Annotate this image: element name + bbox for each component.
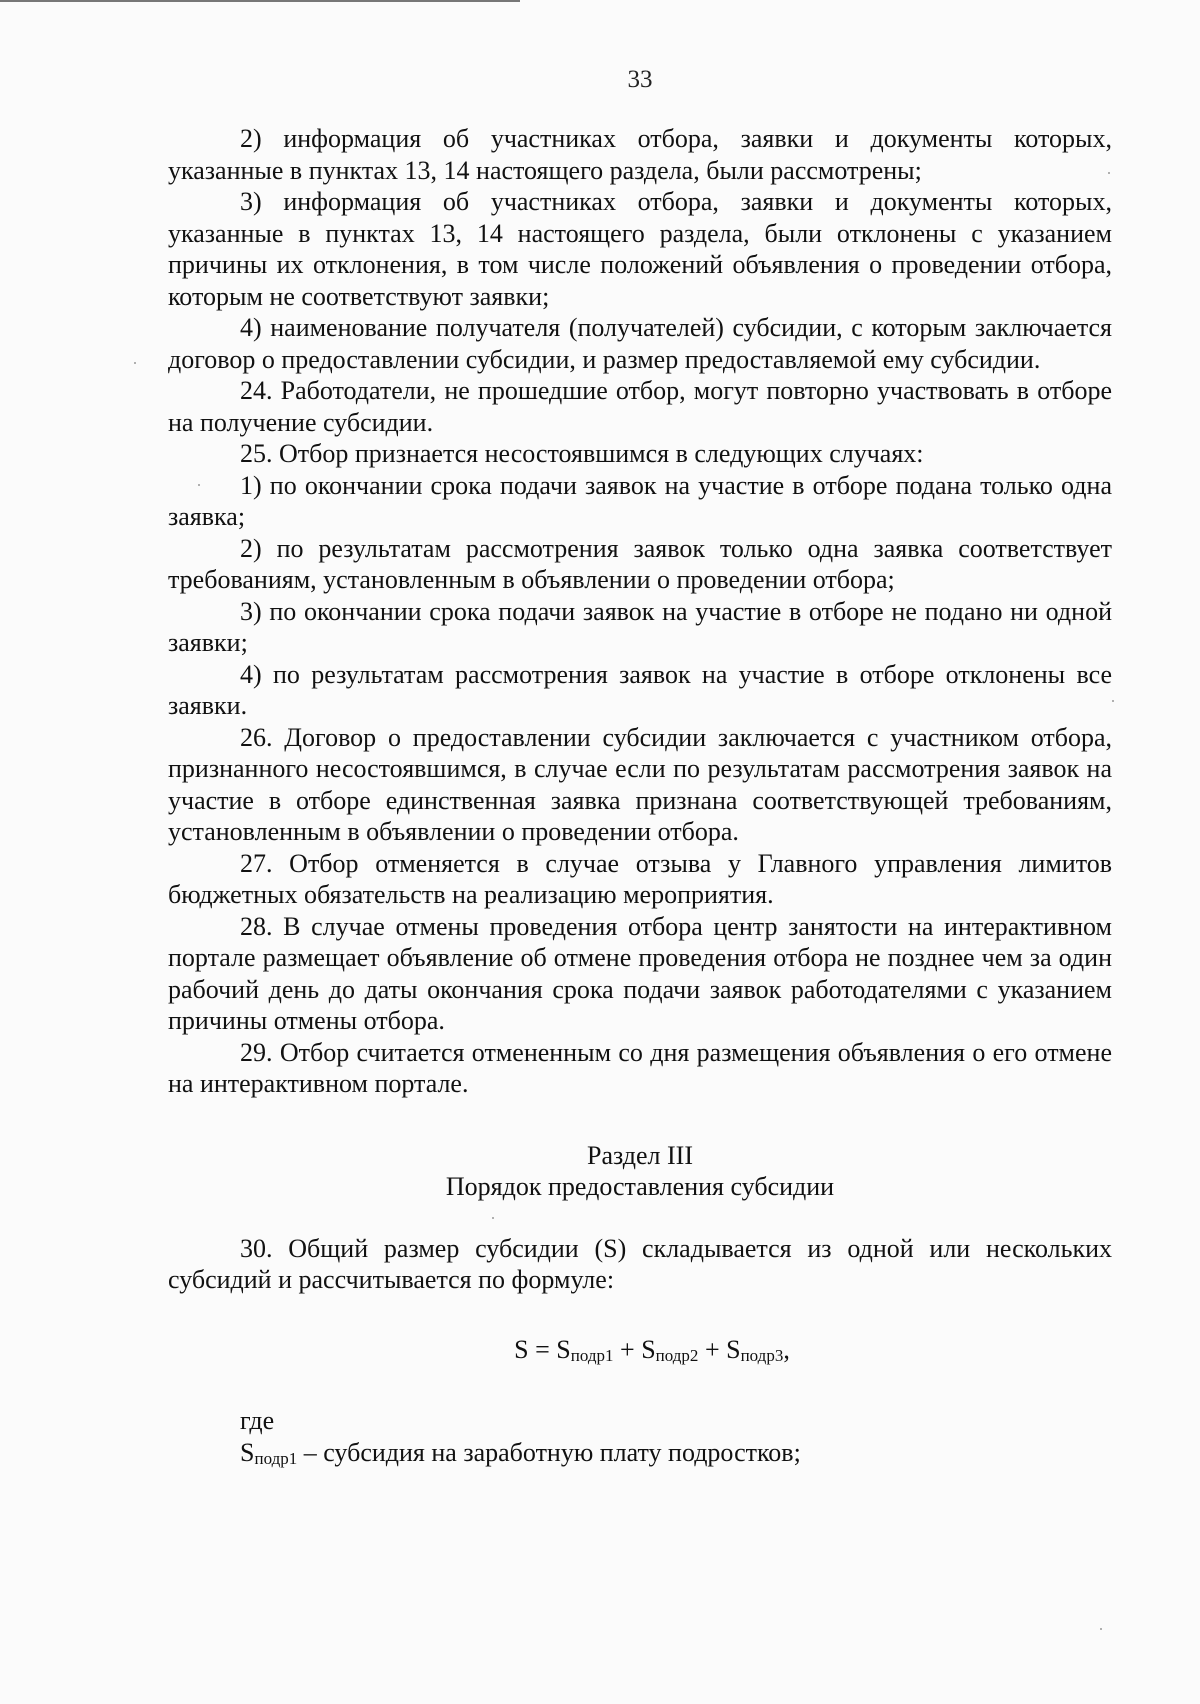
scan-speck: [1100, 1628, 1102, 1630]
paragraph: 4) наименование получателя (получателей) субсидии, с которым заключается договор о предоставлении субсидии, и размер предоставляемой ему субсидии.: [168, 313, 1112, 374]
scan-top-edge: [0, 0, 520, 2]
formula-term-2: $S_{подр2}$: [641, 1334, 699, 1365]
scan-speck: [198, 484, 200, 486]
formula-plus: +: [698, 1334, 727, 1364]
formula-term-1: $S_{подр1}$: [556, 1334, 614, 1365]
paragraph: 4) по результатам рассмотрения заявок на участие в отборе отклонены все заявки.: [168, 659, 1112, 720]
paragraph: 26. Договор о предоставлении субсидии заключается с участником отбора, признанного несостоявшимся, в случае если по результатам рассмотрения заявок на участие в отборе единственная заявка признана соответствующей требованиям, установленным в объявлении о проведении отбора.: [168, 722, 1112, 846]
section-heading: [168, 1140, 1112, 1203]
formula-term-3: $S_{подр3}$: [726, 1334, 784, 1365]
definition-text: – субсидия на заработную плату подростков;: [297, 1437, 801, 1467]
paragraph: 2) по результатам рассмотрения заявок только одна заявка соответствует требованиям, установленным в объявлении о проведении отбора;: [168, 533, 1112, 594]
paragraph: 24. Работодатели, не прошедшие отбор, могут повторно участвовать в отборе на получение субсидии.: [168, 376, 1112, 437]
scan-speck: [492, 1217, 494, 1219]
formula-symbol: S: [514, 1334, 529, 1364]
paragraph: 3) информация об участниках отбора, заявки и документы которых, указанные в пунктах 13, 14 настоящего раздела, были отклонены с указанием причины их отклонения, в том числе положений объявления о проведении отбора, которым не соответствуют заявки;: [168, 187, 1112, 311]
where-label: где: [240, 1406, 275, 1435]
definition-subscript: подр1: [254, 1448, 298, 1468]
paragraph: 1) по окончании срока подачи заявок на участие в отборе подана только одна заявка;: [168, 470, 1112, 531]
document-body: [168, 123, 1112, 1474]
paragraph: 29. Отбор считается отмененным со дня размещения объявления о его отмене на интерактивном портале.: [168, 1037, 1112, 1098]
definition-symbol: S: [240, 1437, 255, 1467]
section-spacer: [168, 1203, 1112, 1233]
paragraph: 25. Отбор признается несостоявшимся в следующих случаях:: [240, 439, 924, 468]
paragraph: 27. Отбор отменяется в случае отзыва у Главного управления лимитов бюджетных обязательств на реализацию мероприятия.: [168, 848, 1112, 909]
paragraph-30: 30. Общий размер субсидии (S) складывается из одной или нескольких субсидий и рассчитывается по формуле:: [168, 1233, 1112, 1294]
formula-trailing-comma: ,: [783, 1334, 790, 1364]
scan-speck: [1108, 172, 1110, 174]
paragraph: 28. В случае отмены проведения отбора центр занятости на интерактивном портале размещает объявление об отмене проведения отбора не позднее чем за один рабочий день до даты окончания срока подачи заявок работодателями с указанием причины отмены отбора.: [168, 911, 1112, 1035]
section-title: Порядок предоставления субсидии: [445, 1172, 835, 1201]
subsidy-formula: [168, 1334, 1112, 1372]
formula-equals: =: [528, 1334, 557, 1364]
formula-plus: +: [613, 1334, 642, 1364]
paragraph: 2) информация об участниках отбора, заявки и документы которых, указанные в пунктах 13, 14 настоящего раздела, были рассмотрены;: [168, 124, 1112, 185]
section-number: Раздел III: [586, 1140, 694, 1170]
page-number: 33: [627, 66, 653, 93]
scan-speck: [1112, 700, 1114, 702]
paragraph: 3) по окончании срока подачи заявок на участие в отборе не подано ни одной заявки;: [168, 596, 1112, 657]
scan-speck: [134, 362, 136, 364]
definition-line: [168, 1437, 1112, 1475]
